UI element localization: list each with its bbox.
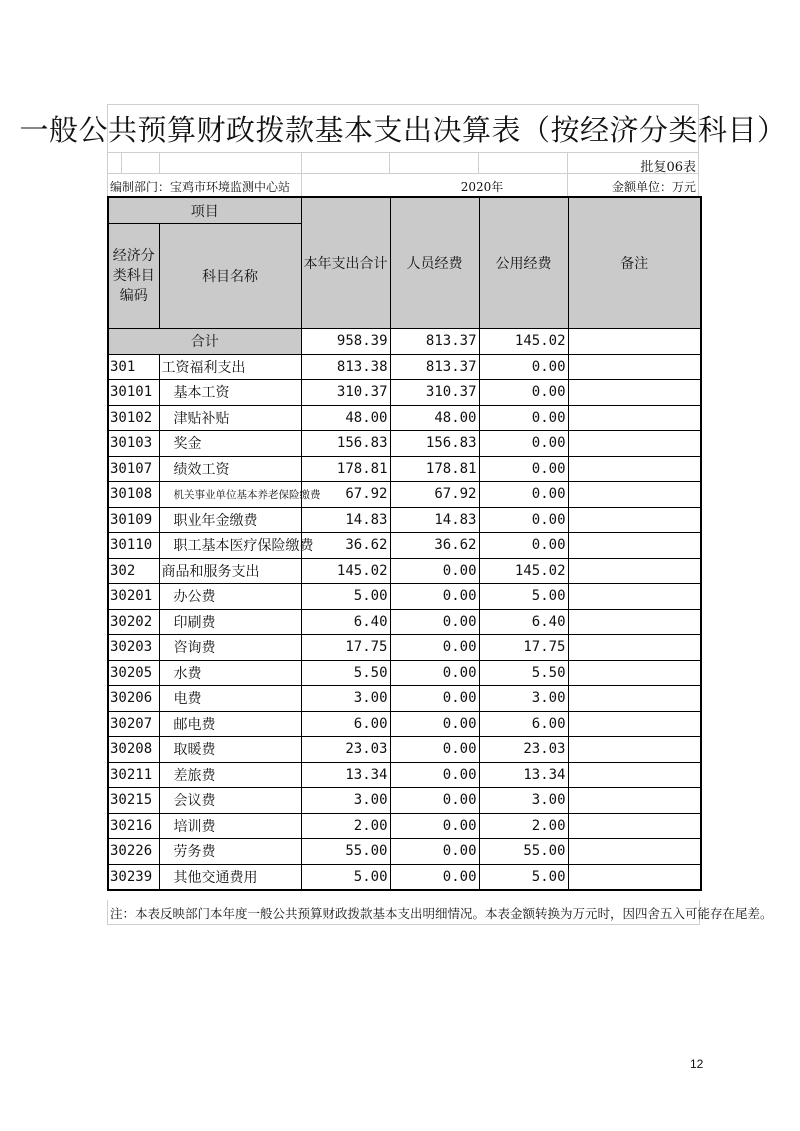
row-total: 156.83 — [301, 431, 390, 457]
row-remark — [568, 584, 701, 610]
row-public: 13.34 — [479, 762, 568, 788]
row-personnel: 0.00 — [390, 737, 479, 763]
note-box — [107, 900, 773, 925]
row-personnel: 813.37 — [390, 354, 479, 380]
row-name: 职业年金缴费 — [159, 507, 301, 533]
row-public: 6.40 — [479, 609, 568, 635]
footnote: 注：本表反映部门本年度一般公共预算财政拨款基本支出明细情况。本表金额转换为万元时，因四舍五入可能存在尾差。 — [110, 906, 773, 921]
table-row — [108, 482, 701, 508]
table-row — [108, 380, 701, 406]
table-row — [108, 788, 701, 814]
row-name: 其他交通费用 — [159, 864, 301, 890]
row-name: 商品和服务支出 — [159, 558, 301, 584]
row-code: 30102 — [108, 405, 159, 431]
row-remark — [568, 711, 701, 737]
header-subject-name: 科目名称 — [159, 224, 301, 329]
row-total: 17.75 — [301, 635, 390, 661]
summary-row — [108, 329, 701, 355]
row-code: 30108 — [108, 482, 159, 508]
row-code: 30226 — [108, 839, 159, 865]
row-total: 55.00 — [301, 839, 390, 865]
row-public: 23.03 — [479, 737, 568, 763]
summary-label: 合计 — [108, 329, 301, 355]
row-code: 30101 — [108, 380, 159, 406]
row-remark — [568, 762, 701, 788]
table-row — [108, 813, 701, 839]
table-row — [108, 635, 701, 661]
row-public: 0.00 — [479, 354, 568, 380]
table-row — [108, 533, 701, 559]
row-code: 30216 — [108, 813, 159, 839]
row-remark — [568, 686, 701, 712]
row-personnel: 156.83 — [390, 431, 479, 457]
grid-line — [159, 153, 160, 173]
row-remark — [568, 354, 701, 380]
row-total: 67.92 — [301, 482, 390, 508]
row-total: 2.00 — [301, 813, 390, 839]
table-row — [108, 660, 701, 686]
row-remark — [568, 558, 701, 584]
row-code: 30206 — [108, 686, 159, 712]
row-total: 23.03 — [301, 737, 390, 763]
row-personnel: 0.00 — [390, 635, 479, 661]
row-personnel: 48.00 — [390, 405, 479, 431]
row-name: 劳务费 — [159, 839, 301, 865]
row-code: 30110 — [108, 533, 159, 559]
row-name: 咨询费 — [159, 635, 301, 661]
table-row — [108, 864, 701, 890]
row-code: 30239 — [108, 864, 159, 890]
table-row — [108, 686, 701, 712]
row-public: 6.00 — [479, 711, 568, 737]
row-remark — [568, 864, 701, 890]
row-remark — [568, 609, 701, 635]
header-econ-code: 经济分类科目编码 — [108, 224, 159, 329]
row-total: 178.81 — [301, 456, 390, 482]
grid-line — [567, 174, 568, 196]
row-total: 310.37 — [301, 380, 390, 406]
row-remark — [568, 431, 701, 457]
row-public: 0.00 — [479, 507, 568, 533]
row-personnel: 310.37 — [390, 380, 479, 406]
row-remark — [568, 456, 701, 482]
row-public: 55.00 — [479, 839, 568, 865]
row-name: 基本工资 — [159, 380, 301, 406]
row-total: 145.02 — [301, 558, 390, 584]
row-personnel: 0.00 — [390, 609, 479, 635]
table-row — [108, 584, 701, 610]
table-row — [108, 558, 701, 584]
row-total: 6.00 — [301, 711, 390, 737]
row-total: 14.83 — [301, 507, 390, 533]
row-code: 302 — [108, 558, 159, 584]
row-total: 5.00 — [301, 584, 390, 610]
row-code: 30109 — [108, 507, 159, 533]
row-public: 0.00 — [479, 456, 568, 482]
row-public: 3.00 — [479, 788, 568, 814]
row-public: 0.00 — [479, 482, 568, 508]
row-public: 0.00 — [479, 405, 568, 431]
row-code: 30107 — [108, 456, 159, 482]
row-public: 5.50 — [479, 660, 568, 686]
summary-total: 958.39 — [301, 329, 390, 355]
row-total: 3.00 — [301, 686, 390, 712]
row-name: 印刷费 — [159, 609, 301, 635]
expenditure-table — [107, 196, 702, 891]
row-personnel: 0.00 — [390, 686, 479, 712]
row-personnel: 178.81 — [390, 456, 479, 482]
row-code: 301 — [108, 354, 159, 380]
row-personnel: 0.00 — [390, 813, 479, 839]
summary-personnel: 813.37 — [390, 329, 479, 355]
row-public: 5.00 — [479, 584, 568, 610]
row-public: 0.00 — [479, 380, 568, 406]
row-total: 5.00 — [301, 864, 390, 890]
row-personnel: 0.00 — [390, 762, 479, 788]
row-remark — [568, 507, 701, 533]
row-total: 48.00 — [301, 405, 390, 431]
table-row — [108, 609, 701, 635]
row-code: 30215 — [108, 788, 159, 814]
row-name: 电费 — [159, 686, 301, 712]
row-personnel: 0.00 — [390, 558, 479, 584]
grid-line — [301, 153, 302, 173]
table-row — [108, 762, 701, 788]
row-name: 取暖费 — [159, 737, 301, 763]
row-name: 培训费 — [159, 813, 301, 839]
table-row — [108, 507, 701, 533]
row-remark — [568, 813, 701, 839]
row-public: 3.00 — [479, 686, 568, 712]
row-public: 0.00 — [479, 431, 568, 457]
grid-line — [121, 153, 122, 173]
row-code: 30103 — [108, 431, 159, 457]
row-personnel: 0.00 — [390, 864, 479, 890]
grid-line — [389, 153, 390, 173]
table-row — [108, 839, 701, 865]
table-row — [108, 431, 701, 457]
row-public: 0.00 — [479, 533, 568, 559]
header-total: 本年支出合计 — [301, 197, 390, 329]
table-row — [108, 405, 701, 431]
row-name: 奖金 — [159, 431, 301, 457]
dept-label: 编制部门：宝鸡市环境监测中心站 — [110, 180, 291, 194]
table-row — [108, 737, 701, 763]
row-remark — [568, 380, 701, 406]
row-code: 30211 — [108, 762, 159, 788]
grid-line — [478, 153, 479, 173]
row-remark — [568, 839, 701, 865]
year-label: 2020年 — [460, 180, 504, 194]
row-personnel: 0.00 — [390, 839, 479, 865]
page-number: 12 — [690, 1057, 704, 1071]
row-name: 会议费 — [159, 788, 301, 814]
table-row — [108, 354, 701, 380]
row-remark — [568, 788, 701, 814]
row-total: 6.40 — [301, 609, 390, 635]
row-remark — [568, 533, 701, 559]
row-code: 30208 — [108, 737, 159, 763]
row-code: 30203 — [108, 635, 159, 661]
header-personnel: 人员经费 — [390, 197, 479, 329]
row-total: 5.50 — [301, 660, 390, 686]
row-personnel: 36.62 — [390, 533, 479, 559]
row-remark — [568, 737, 701, 763]
row-name: 差旅费 — [159, 762, 301, 788]
row-name: 职工基本医疗保险缴费 — [159, 533, 301, 559]
row-personnel: 0.00 — [390, 660, 479, 686]
row-name: 津贴补贴 — [159, 405, 301, 431]
row-name: 办公费 — [159, 584, 301, 610]
header-project: 项目 — [108, 197, 301, 224]
row-code: 30207 — [108, 711, 159, 737]
table-row — [108, 711, 701, 737]
row-personnel: 67.92 — [390, 482, 479, 508]
unit-label: 金额单位：万元 — [611, 180, 696, 194]
meta-row — [107, 174, 699, 196]
row-remark — [568, 482, 701, 508]
row-total: 3.00 — [301, 788, 390, 814]
batch-row — [107, 152, 699, 174]
row-code: 30205 — [108, 660, 159, 686]
row-code: 30201 — [108, 584, 159, 610]
header-row-top — [108, 197, 701, 224]
header-public: 公用经费 — [479, 197, 568, 329]
row-total: 813.38 — [301, 354, 390, 380]
page-title: 一般公共预算财政拨款基本支出决算表（按经济分类科目） — [19, 113, 787, 147]
row-name: 绩效工资 — [159, 456, 301, 482]
row-code: 30202 — [108, 609, 159, 635]
row-total: 36.62 — [301, 533, 390, 559]
row-remark — [568, 635, 701, 661]
row-remark — [568, 660, 701, 686]
table-row — [108, 456, 701, 482]
row-personnel: 0.00 — [390, 711, 479, 737]
row-personnel: 14.83 — [390, 507, 479, 533]
row-remark — [568, 405, 701, 431]
row-total: 13.34 — [301, 762, 390, 788]
grid-line — [567, 153, 568, 173]
row-public: 5.00 — [479, 864, 568, 890]
grid-line — [301, 174, 302, 196]
row-personnel: 0.00 — [390, 584, 479, 610]
batch-label: 批复06表 — [640, 160, 696, 175]
row-name: 工资福利支出 — [159, 354, 301, 380]
title-box — [19, 104, 787, 152]
row-name: 水费 — [159, 660, 301, 686]
summary-remark — [568, 329, 701, 355]
row-public: 145.02 — [479, 558, 568, 584]
row-name: 机关事业单位基本养老保险缴费 — [159, 482, 301, 508]
row-public: 2.00 — [479, 813, 568, 839]
row-public: 17.75 — [479, 635, 568, 661]
header-remark: 备注 — [568, 197, 701, 329]
summary-public: 145.02 — [479, 329, 568, 355]
row-name: 邮电费 — [159, 711, 301, 737]
row-personnel: 0.00 — [390, 788, 479, 814]
